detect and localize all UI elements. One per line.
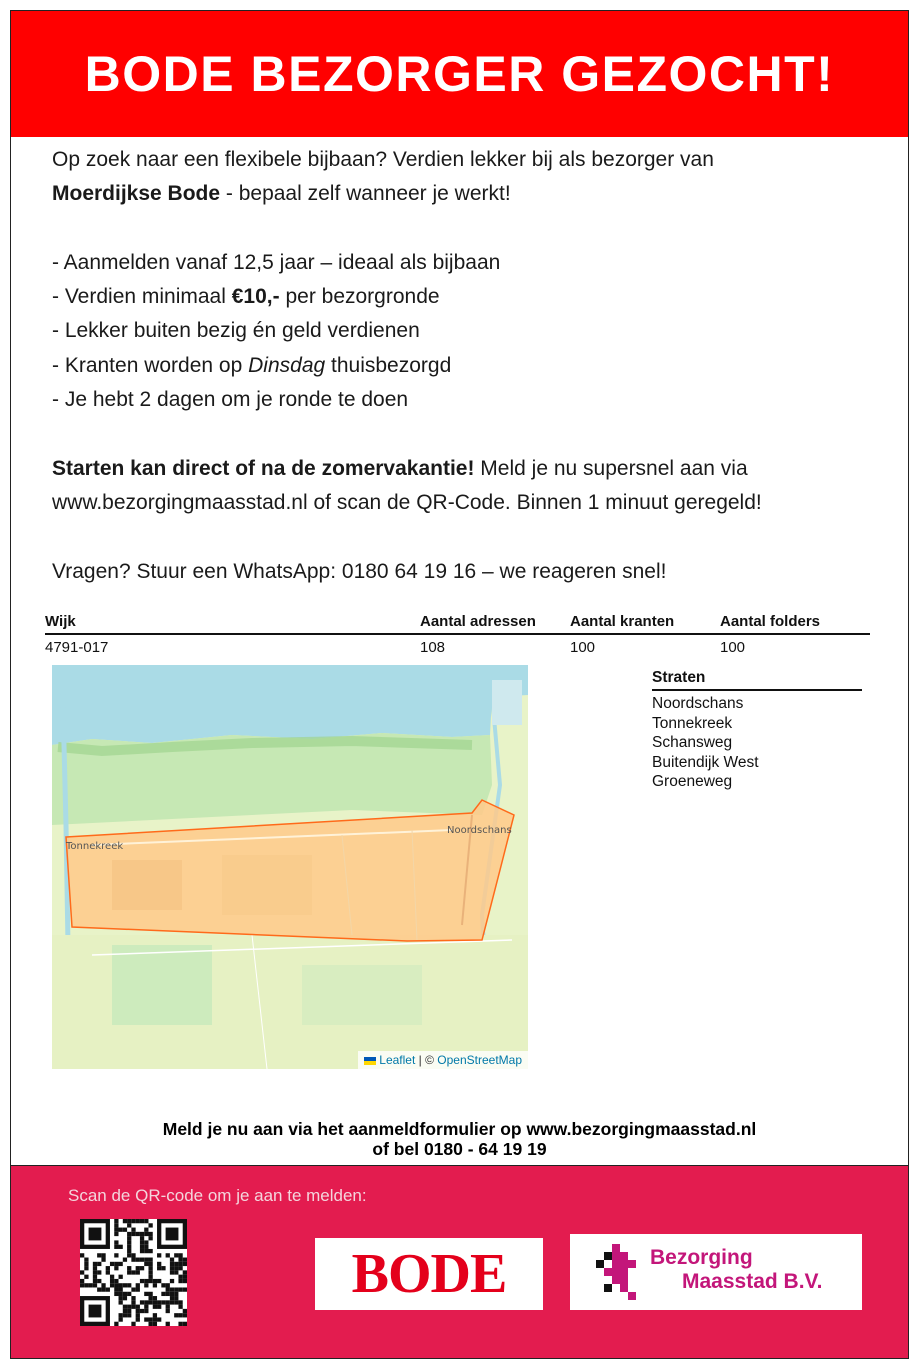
qr-code-icon[interactable] (80, 1219, 187, 1326)
bode-logo-text: BODE (351, 1243, 507, 1305)
bullet-pay-pre: - Verdien minimaal (52, 285, 232, 309)
bullet-pay-post: per bezorgronde (279, 285, 440, 309)
cell-wijk: 4791-017 (45, 638, 109, 656)
bullet-age: - Aanmelden vanaf 12,5 jaar – ideaal als bijbaan (52, 250, 501, 274)
cell-folders: 100 (720, 638, 746, 656)
call-to-action (11, 1119, 908, 1159)
cta-line-1: Meld je nu aan via het aanmeldformulier op www.bezorgingmaasstad.nl (162, 1119, 757, 1139)
bullet-day-post: thuisbezorgd (325, 353, 452, 377)
ukraine-flag-icon (364, 1057, 376, 1065)
bode-logo (315, 1238, 543, 1310)
bm-logo-line-1: Bezorging (650, 1246, 753, 1269)
map-canvas (52, 665, 528, 1069)
questions-line: Vragen? Stuur een WhatsApp: 0180 64 19 16 – we reageren snel! (52, 559, 667, 583)
bullet-day (52, 349, 882, 383)
page-title: BODE BEZORGER GEZOCHT! (84, 46, 835, 102)
route-table (45, 613, 870, 659)
col-kranten: Aantal kranten (570, 613, 675, 630)
list-item: Schansweg (652, 734, 733, 752)
newspaper-name: Moerdijkse Bode (52, 182, 221, 206)
footer (11, 1165, 908, 1359)
osm-link[interactable]: OpenStreetMap (437, 1053, 522, 1067)
header-banner (11, 11, 908, 137)
intro-text (52, 143, 882, 589)
col-wijk: Wijk (45, 613, 76, 630)
bullet-two-days: - Je hebt 2 dagen om je ronde te doen (52, 388, 409, 412)
bullet-pay (52, 280, 882, 314)
cell-adressen: 108 (420, 638, 446, 656)
streets-list (652, 667, 862, 792)
list-item: Tonnekreek (652, 714, 733, 732)
delivery-day: Dinsdag (248, 353, 326, 377)
intro-line-2-rest: - bepaal zelf wanneer je werkt! (220, 182, 511, 206)
map-label-tonnekreek: Tonnekreek (66, 841, 124, 852)
col-adressen: Aantal adressen (420, 613, 536, 630)
streets-header: Straten (652, 667, 862, 691)
scan-label: Scan de QR-code om je aan te melden: (68, 1186, 367, 1205)
attribution-sep: | © (415, 1053, 438, 1067)
start-line-1 (52, 452, 882, 486)
map-label-noordschans: Noordschans (447, 825, 512, 836)
start-rest: Meld je nu supersnel aan via (474, 456, 748, 480)
table-row (45, 635, 870, 659)
intro-line-2 (52, 177, 882, 211)
start-line-2: www.bezorgingmaasstad.nl of scan de QR-Code. Binnen 1 minuut geregeld! (52, 490, 762, 514)
bullet-day-pre: - Kranten worden op (52, 353, 249, 377)
flyer (10, 10, 909, 1359)
table-header (45, 613, 870, 635)
bullet-outdoors: - Lekker buiten bezig én geld verdienen (52, 319, 420, 343)
route-map[interactable] (52, 665, 528, 1069)
start-bold: Starten kan direct of na de zomervakantie! (52, 456, 475, 480)
list-item: Buitendijk West (652, 753, 759, 771)
bm-logo-line-2: Maasstad B.V. (682, 1270, 823, 1293)
map-attribution (358, 1051, 528, 1069)
pay-amount: €10,- (231, 285, 280, 309)
bezorging-maasstad-logo (570, 1234, 862, 1310)
intro-line-1: Op zoek naar een flexibele bijbaan? Verdien lekker bij als bezorger van (52, 148, 714, 171)
col-folders: Aantal folders (720, 613, 821, 630)
list-item: Noordschans (652, 695, 744, 712)
leaflet-link[interactable]: Leaflet (379, 1053, 416, 1067)
cta-line-2: of bel 0180 - 64 19 19 (372, 1139, 547, 1159)
list-item: Groeneweg (652, 773, 733, 791)
pixel-figure-icon (592, 1244, 640, 1300)
cell-kranten: 100 (570, 638, 596, 656)
